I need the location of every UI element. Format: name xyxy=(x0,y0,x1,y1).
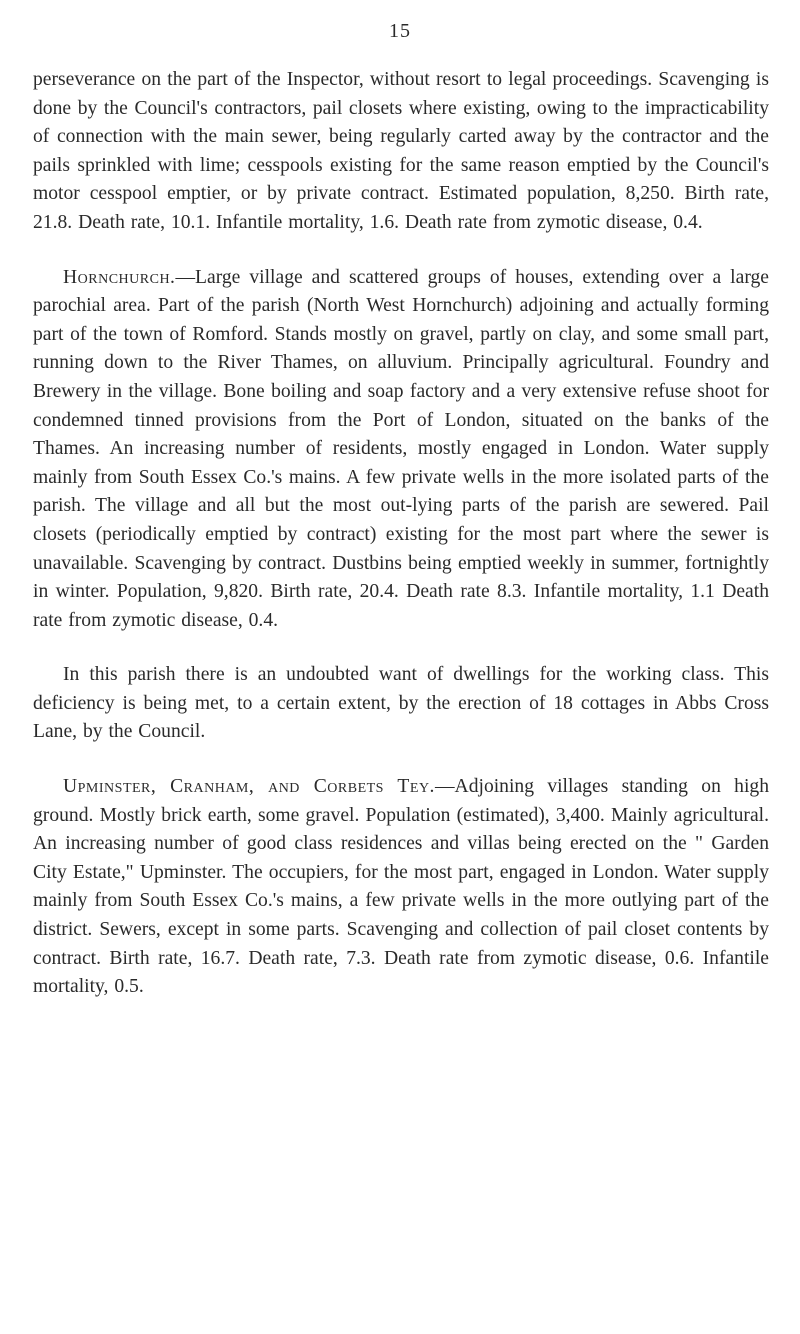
paragraph-text: —Large village and scattered groups of houses, extending over a large parochial area. Part of the parish (North West Hornchurch) adjoining and actually forming part of the town of Romford. Stands mostly on gravel, partly on clay, and some small part, running down to the River Thames, on alluvium. Principally agricultural. Foundry and Brewery in the village. Bone boiling and soap factory and a very extensive refuse shoot for condemned tinned provisions from the Port of London, situated on the banks of the Thames. An increasing number of residents, mostly engaged in London. Water supply mainly from South Essex Co.'s mains. A few private wells in the more isolated parts of the parish. The village and all but the most out-lying parts of the parish are sewered. Pail closets (periodically emptied by contract) existing for the most part where the sewer is unavailable. Scavenging by contract. Dustbins being emptied weekly in summer, fortnightly in winter. Population, 9,820. Birth rate, 20.4. Death rate 8.3. Infantile mortality, 1.1 Death rate from zymotic disease, 0.4. xyxy=(33,266,769,631)
paragraph-text: In this parish there is an undoubted want of dwellings for the working class. This deficiency is being met, to a certain extent, by the erection of 18 cottages in Abbs Cross Lane, by the Council. xyxy=(33,664,769,743)
paragraph-continuation xyxy=(33,66,769,238)
paragraph-text: perseverance on the part of the Inspector, without resort to legal proceedings. Scavenging is done by the Council's contractors, pail closets where existing, owing to the impracticability of connection with the main sewer, being regularly carted away by the contractor and the pails sprinkled with lime; cesspools existing for the same reason emptied by the Council's motor cesspool emptier, or by private contract. Estimated population, 8,250. Birth rate, 21.8. Death rate, 10.1. Infantile mortality, 1.6. Death rate from zymotic disease, 0.4. xyxy=(33,69,769,233)
paragraph-dwellings xyxy=(33,661,769,747)
paragraph-upminster xyxy=(33,773,769,1002)
section-heading-hornchurch: Hornchurch. xyxy=(63,266,176,288)
body-text xyxy=(33,66,769,1002)
page-number: 15 xyxy=(389,20,411,42)
paragraph-text: —Adjoining villages standing on high ground. Mostly brick earth, some gravel. Population (estimated), 3,400. Mainly agricultural. An increasing number of good class residences and villas being erected on the " Garden City Estate," Upminster. The occupiers, for the most part, engaged in London. Water supply mainly from South Essex Co.'s mains, a few private wells in the more outlying part of the district. Sewers, except in some parts. Scavenging and collection of pail closet contents by contract. Birth rate, 16.7. Death rate, 7.3. Death rate from zymotic disease, 0.6. Infantile mortality, 0.5. xyxy=(33,776,769,998)
paragraph-hornchurch xyxy=(33,264,769,636)
section-heading-upminster: Upminster, Cranham, and Corbets Tey. xyxy=(63,776,435,798)
